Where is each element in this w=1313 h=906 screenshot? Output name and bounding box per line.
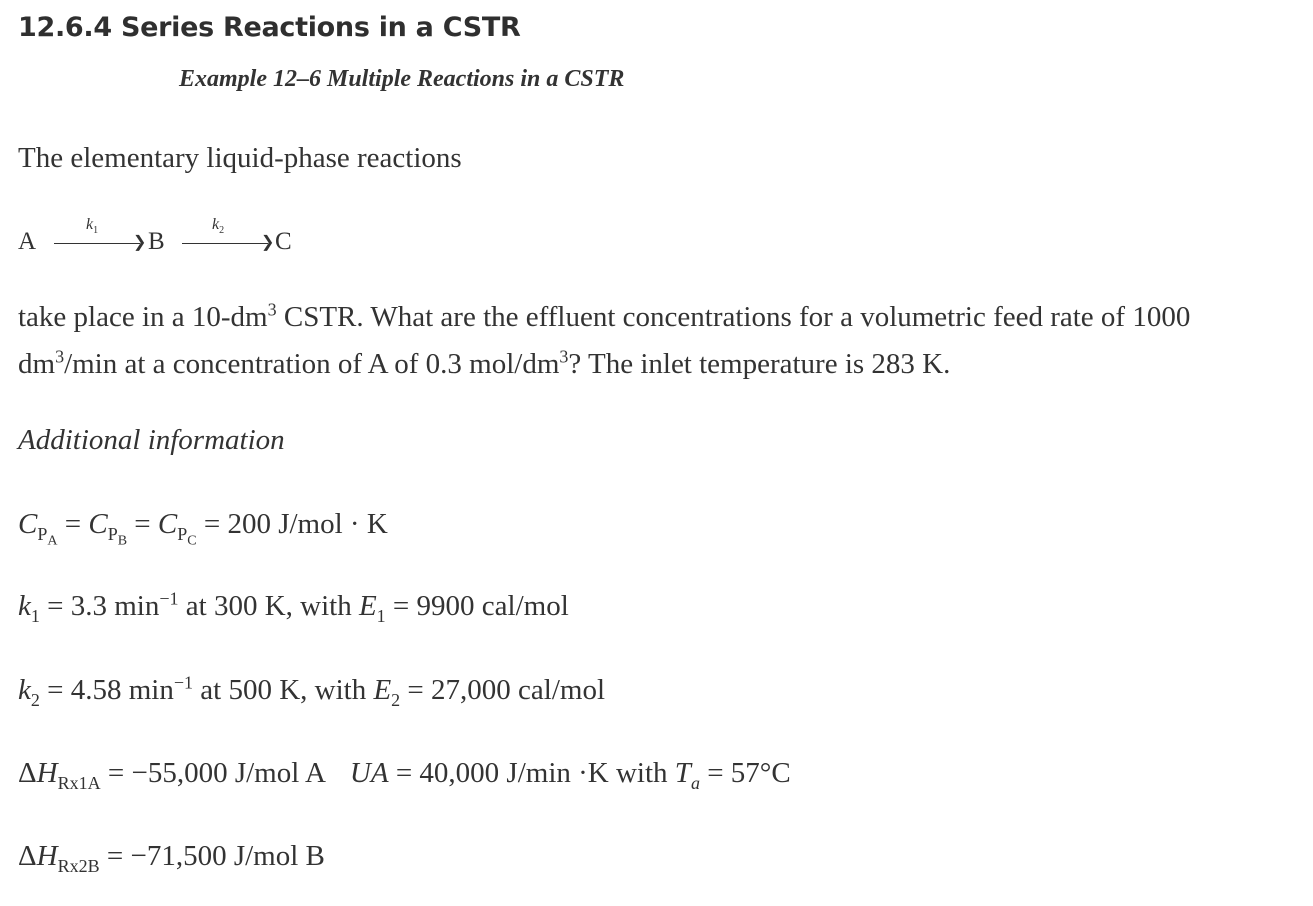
k1-equation: $k_1 = 3.3$ $\min^{-1}$ at 300 K, with $E_1 = 9900$ cal/mol	[18, 588, 569, 626]
reaction-arrow-1	[54, 243, 140, 244]
arrowhead-2: ❯	[261, 234, 275, 251]
example-title: Example 12–6 Multiple Reactions in a CSTR	[179, 66, 625, 92]
additional-info-heading: Additional information	[18, 424, 285, 456]
section-heading: 12.6.4 Series Reactions in a CSTR	[18, 12, 521, 43]
rate-constant-2-label: $k_2$	[212, 216, 225, 237]
arrowhead-1: ❯	[133, 234, 147, 251]
k2-equation: $k_2 = 4.58$ $\min^{-1}$ at 500 K, with $E_2 = 27,000$ cal/mol	[18, 672, 605, 710]
reaction-scheme	[18, 216, 318, 266]
description-line-2: $dm^3/\min$ at a concentration of A of 0.3 mol/$dm^3$? The inlet temperature is 283 K.	[18, 346, 951, 380]
description-line-1: take place in a $10-dm^3$ CSTR. What are the effluent concentrations for a volumetric feed rate of 1000	[18, 299, 1191, 333]
species-b: B	[148, 228, 165, 255]
ua-symbol: UA	[349, 757, 389, 789]
heat-of-reaction-2-equation: $\Delta H_{Rx2B} = -71,500$ J/mol B	[18, 840, 325, 876]
heat-capacity-equation: $C_{P_A} = C_{P_B} = C_{P_C} = 200$ J/mol · K	[18, 508, 388, 549]
reaction-arrow-2	[182, 243, 268, 244]
rate-constant-1-label: $k_1$	[86, 216, 99, 237]
intro-paragraph: The elementary liquid-phase reactions	[18, 142, 462, 174]
species-c: C	[275, 228, 292, 255]
species-a: A	[18, 228, 37, 255]
problem-description	[18, 294, 1190, 388]
heat-of-reaction-1-equation: $\Delta H_{Rx1A} = -55,000$ J/mol A UA = 40,000 J/min ·K with $T_a = 57^\circ C$	[18, 757, 791, 793]
